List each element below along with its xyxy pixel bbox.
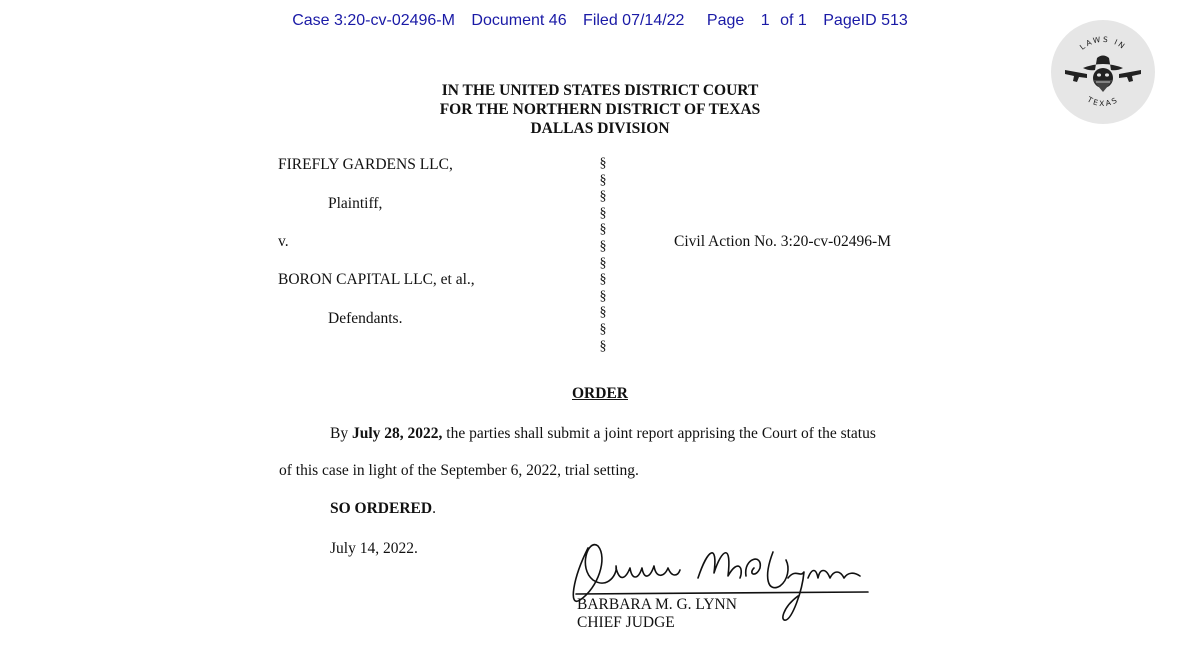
court-line-2: FOR THE NORTHERN DISTRICT OF TEXAS: [439, 101, 761, 118]
deadline-date: July 28, 2022,: [351, 425, 443, 442]
court-line-3: DALLAS DIVISION: [530, 120, 670, 137]
section-symbol: §: [599, 255, 607, 271]
logo-bottom-text: TEXAS: [1085, 94, 1121, 109]
filing-stamp: [0, 12, 1200, 30]
logo-top-text: LAWS IN: [1077, 34, 1128, 52]
svg-text:LAWS IN: [1078, 35, 1128, 52]
para-rest: the parties shall submit a joint report apprising the Court of the status: [442, 425, 876, 442]
page-total: 1: [797, 12, 807, 29]
section-symbol: §: [599, 272, 607, 288]
section-symbol: §: [599, 338, 607, 354]
section-symbol: §: [599, 305, 607, 321]
plaintiff-name: FIREFLY GARDENS LLC,: [278, 156, 453, 173]
section-symbol: §: [599, 189, 607, 205]
para-prefix: By: [330, 425, 352, 442]
order-date: July 14, 2022.: [330, 540, 418, 557]
page-id: PageID 513: [823, 12, 908, 29]
versus: v.: [278, 233, 289, 250]
section-symbol: §: [599, 222, 607, 238]
section-symbol: §: [599, 321, 607, 337]
judge-title: CHIEF JUDGE: [577, 614, 675, 631]
section-symbol: §: [599, 288, 607, 304]
page-indicator: [701, 12, 807, 29]
page-prefix: Page: [706, 12, 745, 29]
court-line-1: IN THE UNITED STATES DISTRICT COURT: [441, 82, 759, 99]
section-symbol: §: [599, 205, 607, 221]
filed-date: Filed 07/14/22: [583, 12, 685, 29]
so-ordered-period: .: [432, 500, 436, 517]
document-number: Document 46: [471, 12, 567, 29]
order-paragraph-line-1: [330, 425, 876, 443]
order-title: ORDER: [572, 385, 628, 402]
so-ordered-text: SO ORDERED: [330, 500, 433, 517]
civil-action-number: Civil Action No. 3:20-cv-02496-M: [674, 233, 891, 250]
section-symbol-column: [596, 156, 610, 355]
judge-name: BARBARA M. G. LYNN: [577, 596, 737, 613]
so-ordered: [330, 500, 436, 518]
order-paragraph-line-2: of this case in light of the September 6, 2022, trial setting.: [279, 462, 639, 479]
plaintiff-role: Plaintiff,: [328, 195, 383, 212]
court-heading: [0, 81, 1200, 138]
page-of: of: [780, 12, 794, 29]
section-symbol: §: [599, 156, 607, 171]
section-symbol: §: [599, 238, 607, 254]
defendant-role: Defendants.: [328, 310, 403, 327]
page-current: 1: [760, 12, 770, 29]
case-number: Case 3:20-cv-02496-M: [292, 12, 455, 29]
defendant-name: BORON CAPITAL LLC, et al.,: [278, 271, 475, 288]
section-symbol: §: [599, 172, 607, 188]
